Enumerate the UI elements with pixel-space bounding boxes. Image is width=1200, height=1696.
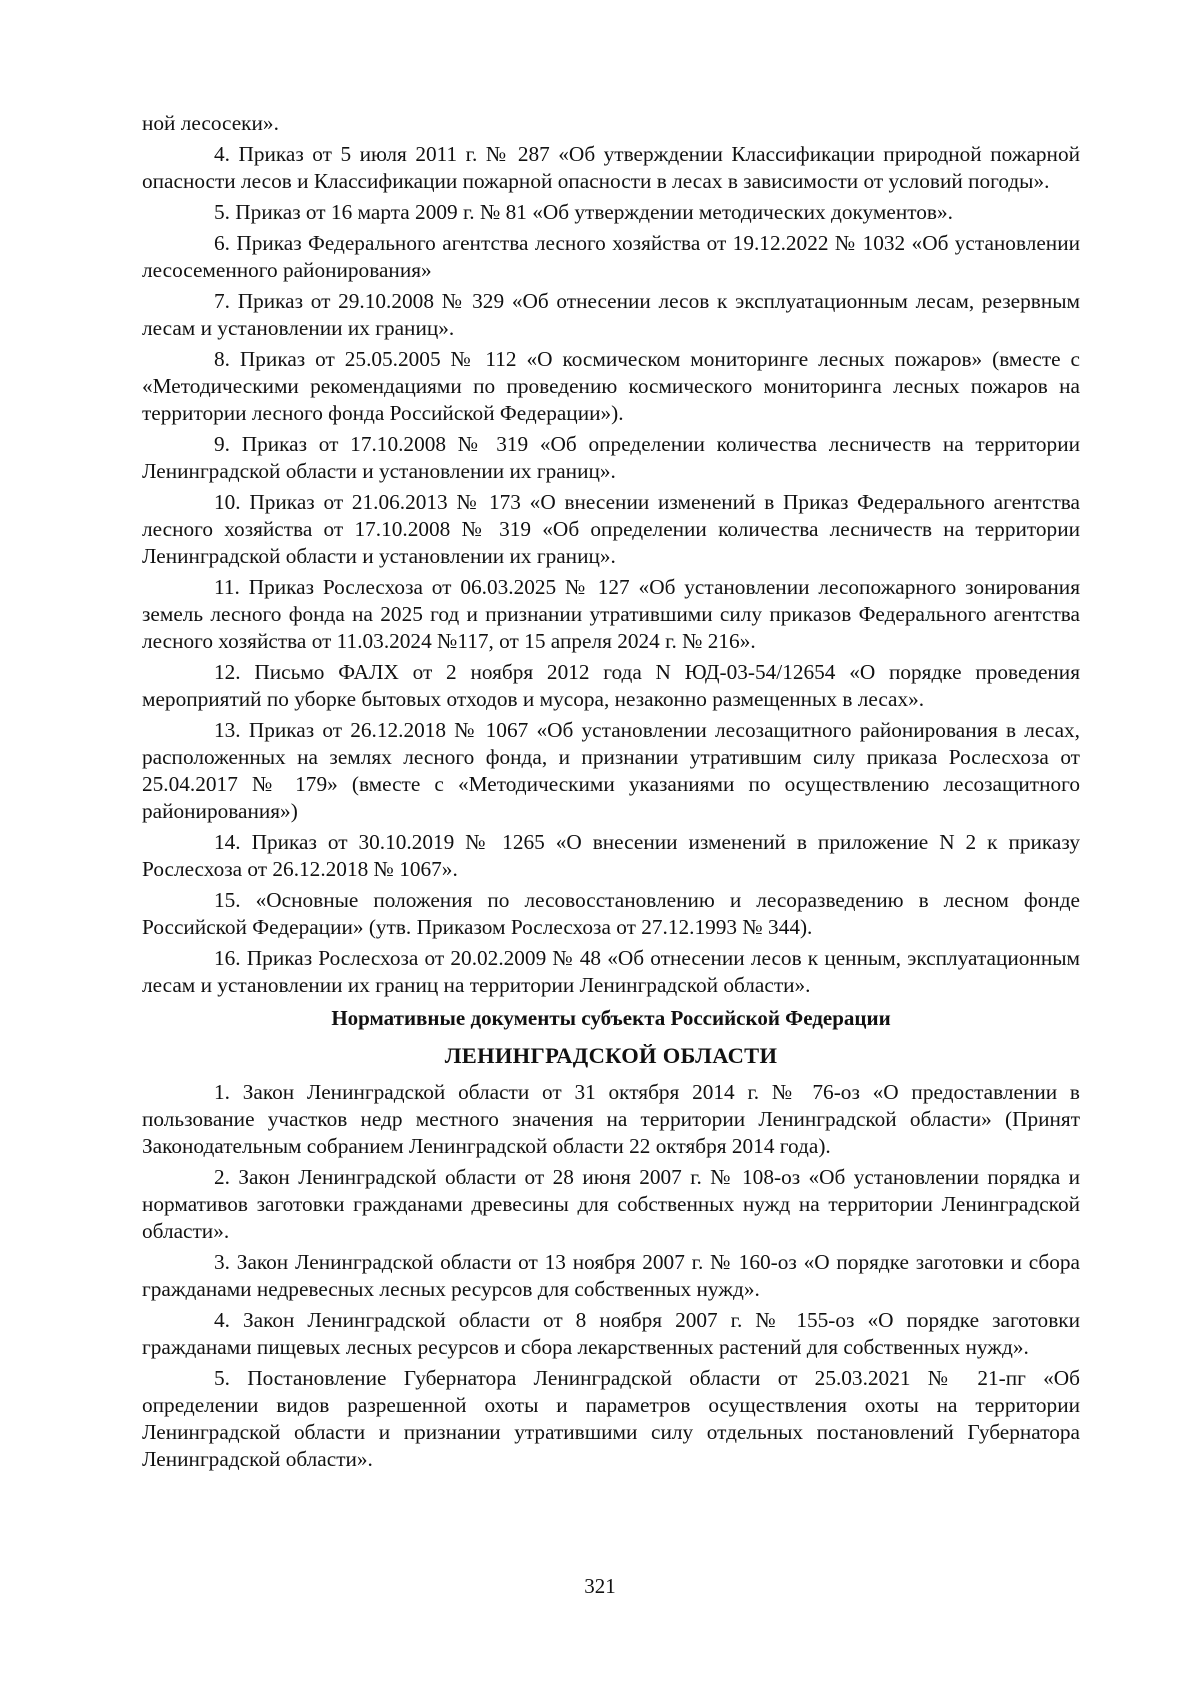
list-item: 5. Приказ от 16 марта 2009 г. № 81 «Об утверждении методических документов». [214, 200, 953, 224]
list-item: 16. Приказ Рослесхоза от 20.02.2009 № 48 «Об отнесении лесов к ценным, эксплуатационным лесам и установлении их границ на территории Ленинградской области». [142, 946, 1080, 997]
list-item: 14. Приказ от 30.10.2019 № 1265 «О внесении изменений в приложение N 2 к приказу Рослесхоза от 26.12.2018 № 1067». [142, 830, 1080, 881]
list-item: 5. Постановление Губернатора Ленинградской области от 25.03.2021 № 21-пг «Об определении видов разрешенной охоты и параметров осуществления охоты на территории Ленинградской области и признании утратившими силу отдельных постановлений Губернатора Ленинградской области». [142, 1366, 1080, 1471]
federal-documents-list [142, 141, 1080, 999]
section-subheading: ЛЕНИНГРАДСКОЙ ОБЛАСТИ [444, 1043, 778, 1068]
document-page [142, 110, 1080, 1477]
list-item: 8. Приказ от 25.05.2005 № 112 «О космическом мониторинге лесных пожаров» (вместе с «Методическими рекомендациями по проведению космического мониторинга лесных пожаров на территории лесного фонда Российской Федерации»). [142, 347, 1080, 425]
list-item: 12. Письмо ФАЛХ от 2 ноября 2012 года N ЮД-03-54/12654 «О порядке проведения мероприятий по уборке бытовых отходов и мусора, незаконно размещенных в лесах». [142, 660, 1080, 711]
list-item: 11. Приказ Рослесхоза от 06.03.2025 № 127 «Об установлении лесопожарного зонирования земель лесного фонда на 2025 год и признании утратившими силу приказов Федерального агентства лесного хозяйства от 11.03.2024 №117, от 15 апреля 2024 г. № 216». [142, 575, 1080, 653]
list-item: 7. Приказ от 29.10.2008 № 329 «Об отнесении лесов к эксплуатационным лесам, резервным лесам и установлении их границ». [142, 289, 1080, 340]
list-item: 3. Закон Ленинградской области от 13 ноября 2007 г. № 160-оз «О порядке заготовки и сбора гражданами недревесных лесных ресурсов для собственных нужд». [142, 1250, 1080, 1301]
list-item: 13. Приказ от 26.12.2018 № 1067 «Об установлении лесозащитного районирования в лесах, расположенных на землях лесного фонда, и признании утратившим силу приказа Рослесхоза от 25.04.2017 № 179» (вместе с «Методическими указаниями по осуществлению лесозащитного районирования») [142, 718, 1080, 823]
list-item: 6. Приказ Федерального агентства лесного хозяйства от 19.12.2022 № 1032 «Об установлении лесосеменного районирования» [142, 231, 1080, 282]
list-item: 4. Закон Ленинградской области от 8 ноября 2007 г. № 155-оз «О порядке заготовки гражданами пищевых лесных ресурсов и сбора лекарственных растений для собственных нужд». [142, 1308, 1080, 1359]
list-item: 9. Приказ от 17.10.2008 № 319 «Об определении количества лесничеств на территории Ленинградской области и установлении их границ». [142, 432, 1080, 483]
list-item: 10. Приказ от 21.06.2013 № 173 «О внесении изменений в Приказ Федерального агентства лесного хозяйства от 17.10.2008 № 319 «Об определении количества лесничеств на территории Ленинградской области и установлении их границ». [142, 490, 1080, 568]
page-number: 321 [584, 1574, 616, 1598]
list-item: 2. Закон Ленинградской области от 28 июня 2007 г. № 108-оз «Об установлении порядка и нормативов заготовки гражданами древесины для собственных нужд на территории Ленинградской области». [142, 1165, 1080, 1243]
continuation-text: ной лесосеки». [142, 111, 279, 135]
list-item: 1. Закон Ленинградской области от 31 октября 2014 г. № 76-оз «О предоставлении в пользование участков недр местного значения на территории Ленинградской области» (Принят Законодательным собранием Ленинградской области 22 октября 2014 года). [142, 1080, 1080, 1158]
list-item: 15. «Основные положения по лесовосстановлению и лесоразведению в лесном фонде Российской Федерации» (утв. Приказом Рослесхоза от 27.12.1993 № 344). [142, 888, 1080, 939]
list-item: 4. Приказ от 5 июля 2011 г. № 287 «Об утверждении Классификации природной пожарной опасности лесов и Классификации пожарной опасности в лесах в зависимости от условий погоды». [142, 142, 1080, 193]
section-heading: Нормативные документы субъекта Российской Федерации [331, 1006, 891, 1030]
regional-documents-list [142, 1079, 1080, 1473]
